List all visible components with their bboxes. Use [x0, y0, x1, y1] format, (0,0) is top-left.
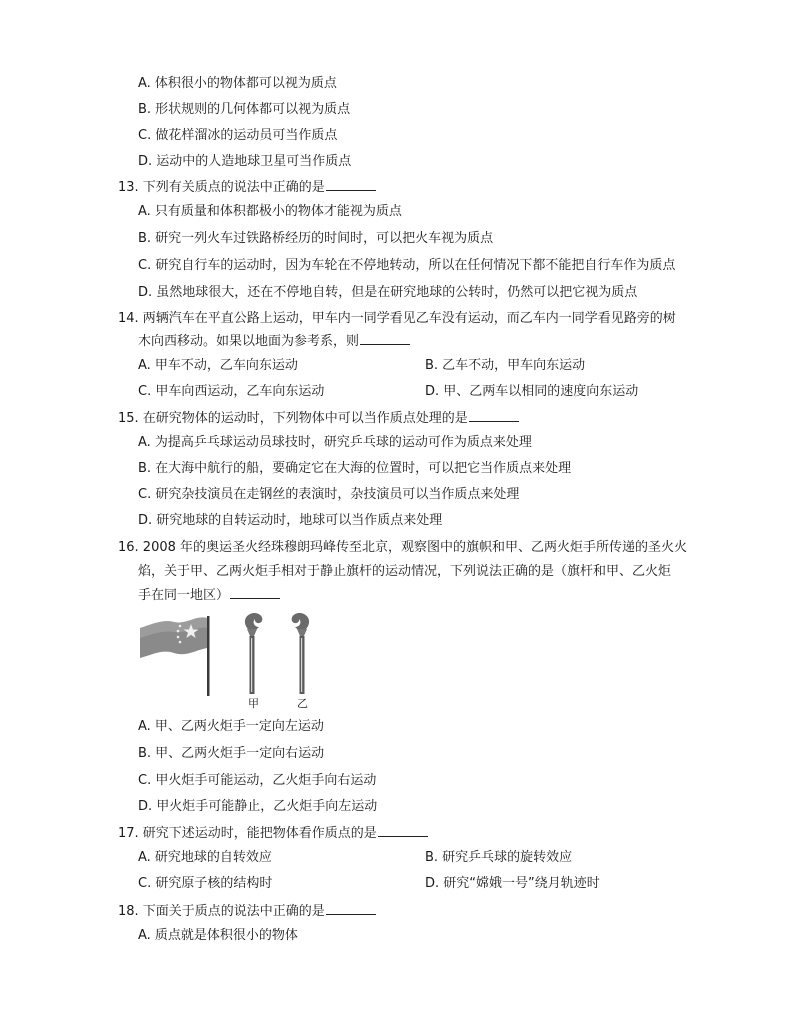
q14-option-a: A. 甲车不动，乙车向东运动: [138, 358, 298, 373]
small-star-icon: [177, 636, 180, 639]
q15-stem: [118, 410, 519, 428]
q12-option-d: D. 运动中的人造地球卫星可当作质点: [138, 154, 352, 169]
q17-answer-blank: [378, 825, 428, 837]
q15-answer-blank: [469, 410, 519, 422]
q15-option-d: D. 研究地球的自转运动时，地球可以当作质点来处理: [138, 513, 443, 528]
q16-stem-line2: 焰，关于甲、乙两火炬手相对于静止旗杆的运动情况，下列说法正确的是（旗杆和甲、乙火炬: [138, 564, 672, 579]
q14-stem-text: 木向西移动。如果以地面为参考系，则: [138, 334, 360, 349]
q15-option-c: C. 研究杂技演员在走钢丝的表演时，杂技演员可以当作质点来处理: [138, 487, 520, 502]
q17-stem-text: 17. 研究下述运动时，能把物体看作质点的是: [118, 826, 377, 841]
q12-option-c: C. 做花样溜冰的运动员可当作质点: [138, 128, 338, 143]
torch-yi-stripe: [301, 638, 302, 692]
small-star-icon: [179, 625, 182, 628]
q14-stem-line1: 14. 两辆汽车在平直公路上运动，甲车内一同学看见乙车没有运动，而乙车内一同学看见路旁的树: [118, 311, 676, 326]
q14-option-b: B. 乙车不动，甲车向东运动: [425, 358, 586, 373]
q12-option-a: A. 体积很小的物体都可以视为质点: [138, 76, 337, 91]
q13-answer-blank: [326, 179, 376, 191]
q15-stem-text: 15. 在研究物体的运动时，下列物体中可以当作质点处理的是: [118, 411, 468, 426]
q12-option-b: B. 形状规则的几何体都可以视为质点: [138, 102, 351, 117]
q16-option-b: B. 甲、乙两火炬手一定向右运动: [138, 746, 325, 761]
q14-answer-blank: [360, 333, 410, 345]
q13-stem-text: 13. 下列有关质点的说法中正确的是: [118, 180, 325, 195]
q16-option-d: D. 甲火炬手可能静止，乙火炬手向左运动: [138, 799, 378, 814]
q16-answer-blank: [230, 587, 280, 599]
small-star-icon: [179, 641, 182, 644]
q13-option-b: B. 研究一列火车过铁路桥经历的时间时，可以把火车视为质点: [138, 231, 494, 246]
q18-option-a: A. 质点就是体积很小的物体: [138, 928, 298, 943]
q16-option-c: C. 甲火炬手可能运动，乙火炬手向右运动: [138, 773, 377, 788]
small-star-icon: [177, 630, 180, 633]
torch-jia-stripe: [251, 638, 252, 692]
q13-stem: [118, 179, 376, 197]
q16-stem-line3: [138, 587, 280, 605]
q17-option-a: A. 研究地球的自转效应: [138, 850, 272, 865]
torch-jia-label: 甲: [248, 697, 259, 710]
q16-stem-line1: 16. 2008 年的奥运圣火经珠穆朗玛峰传至北京，观察图中的旗帜和甲、乙两火炬手所传递的圣火火: [118, 540, 688, 555]
torch-jia-head: [247, 629, 257, 636]
q14-stem-line2: [138, 333, 410, 351]
q13-option-a: A. 只有质量和体积都极小的物体才能视为质点: [138, 204, 402, 219]
flag-pole: [207, 616, 210, 696]
q17-option-d: D. 研究“嫦娥一号”绕月轨迹时: [425, 876, 600, 891]
q18-stem: [118, 903, 376, 921]
q18-answer-blank: [326, 903, 376, 915]
q14-option-c: C. 甲车向西运动，乙车向东运动: [138, 384, 325, 399]
q13-option-c: C. 研究自行车的运动时，因为车轮在不停地转动，所以在任何情况下都不能把自行车作为质点: [138, 258, 676, 273]
q17-option-b: B. 研究乒乓球的旋转效应: [425, 850, 573, 865]
torch-yi-head: [297, 629, 307, 636]
q15-option-a: A. 为提高乒乓球运动员球技时，研究乒乓球的运动可作为质点来处理: [138, 435, 532, 450]
q13-option-d: D. 虽然地球很大，还在不停地自转，但是在研究地球的公转时，仍然可以把它视为质点: [138, 285, 638, 300]
q17-stem: [118, 825, 428, 843]
torch-yi-label: 乙: [297, 697, 308, 710]
q17-option-c: C. 研究原子核的结构时: [138, 876, 273, 891]
q18-stem-text: 18. 下面关于质点的说法中正确的是: [118, 904, 325, 919]
q16-stem-text: 手在同一地区）: [138, 588, 230, 603]
flag-and-torches-figure: [138, 610, 328, 715]
q15-option-b: B. 在大海中航行的船，要确定它在大海的位置时，可以把它当作质点来处理: [138, 461, 572, 476]
q16-option-a: A. 甲、乙两火炬手一定向左运动: [138, 719, 324, 734]
q14-option-d: D. 甲、乙两车以相同的速度向东运动: [425, 384, 639, 399]
